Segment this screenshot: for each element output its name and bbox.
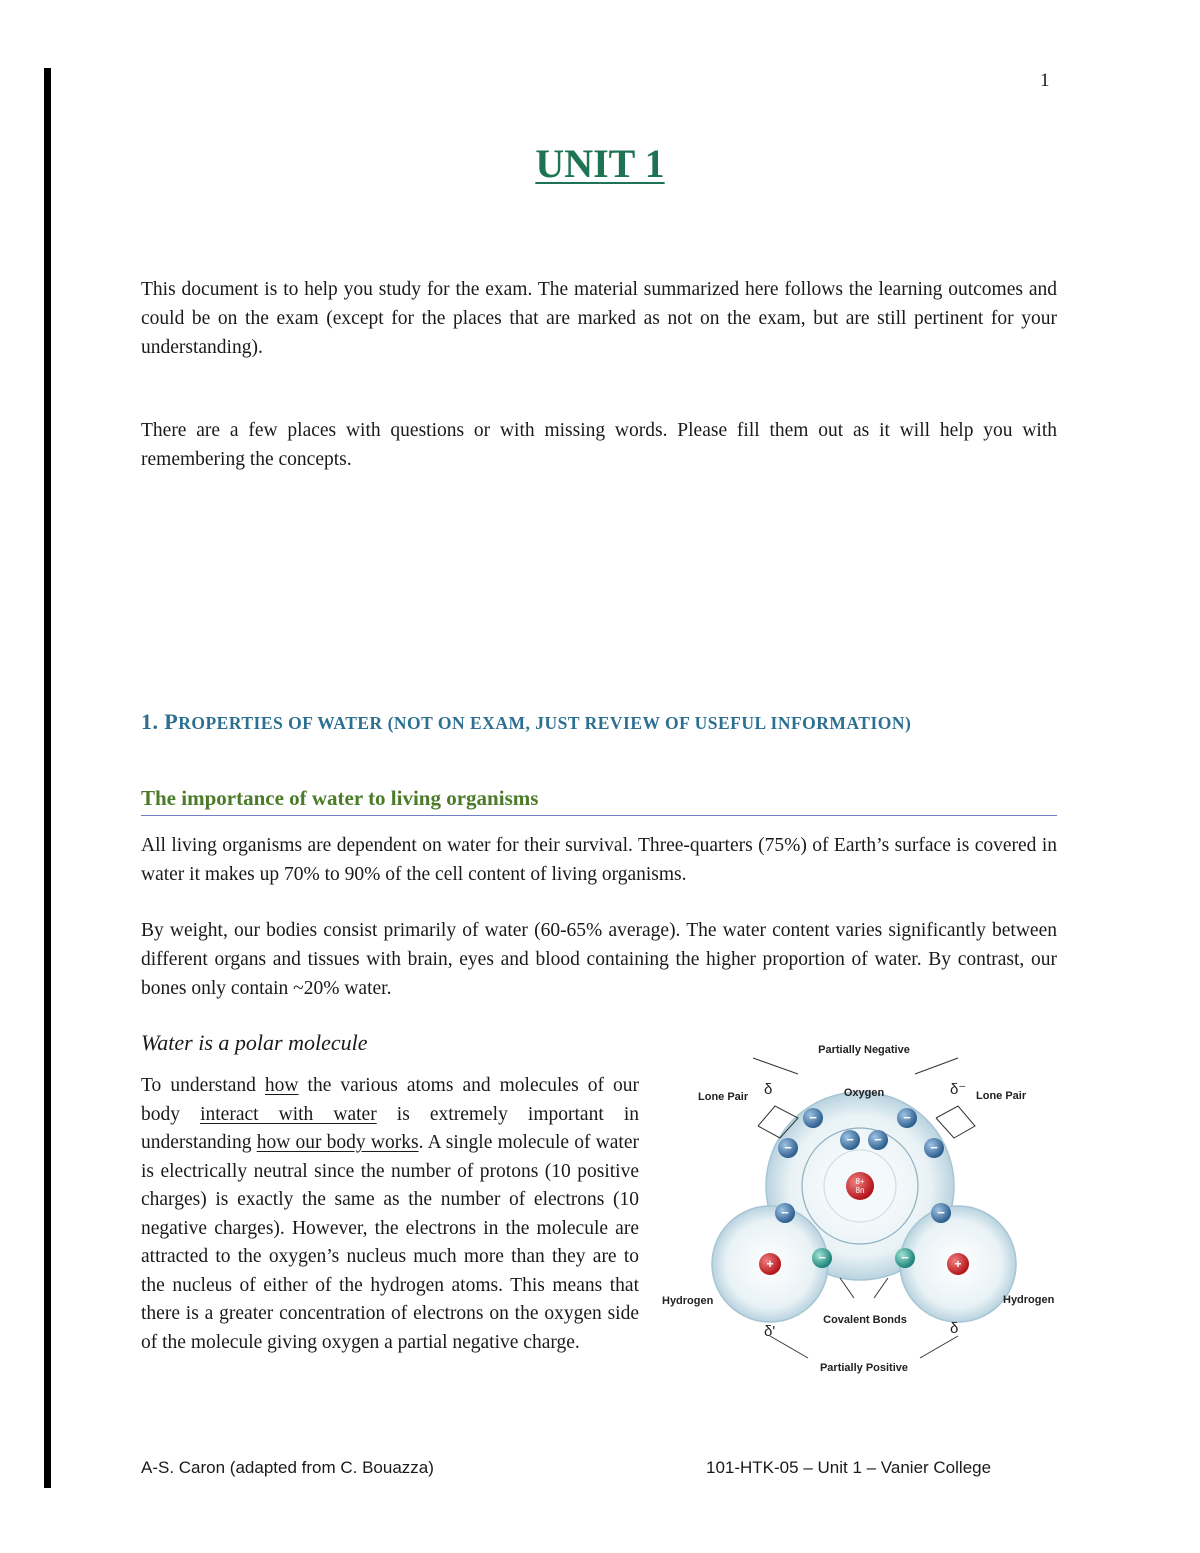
delta-left-top: δ [764,1081,773,1098]
page-number: 1 [1040,70,1050,91]
footer-author: A-S. Caron (adapted from C. Bouazza) [141,1458,434,1477]
section-heading [141,703,1057,742]
polar-text-3: is extremely important in understanding [141,1103,639,1153]
label-lone-pair-left: Lone Pair [698,1091,749,1103]
label-hydrogen-left: Hydrogen [662,1295,714,1307]
svg-text:−: − [903,1110,911,1125]
intro-paragraph-1: This document is to help you study for the exam. The material summarized here follows the learning outcomes and could be on the exam (except for the places that are marked as not on the exam, but are still pertinent for your understanding). [141,279,1057,358]
polar-text-4: . A single molecule of water is electrically neutral since the number of protons (10 positive charges) is exactly the same as the number of electrons (10 negative charges). However, the electrons in the molecule are attracted to the oxygen’s nucleus much more than they are to the nucleus of either of the hydrogen atoms. This means that there is a greater concentration of electrons on the oxygen side of the molecule giving oxygen a partial negative charge. [141,1132,639,1353]
subheading: The importance of water to living organisms [141,786,1057,816]
polar-text-2: the various atoms and molecules of our body [141,1075,639,1125]
svg-text:−: − [901,1250,909,1265]
delta-plus-left-bottom: δ' [764,1323,776,1340]
polar-heading: Water is a polar molecule [141,1030,368,1055]
delta-minus-right-top: δ⁻ [950,1081,967,1098]
polar-paragraph [141,1072,639,1357]
body-paragraph-1: All living organisms are dependent on water for their survival. Three-quarters (75%) of Earth’s surface is covered in water it makes up 70% to 90% of the cell content of living organisms. [141,835,1057,885]
svg-text:−: − [784,1140,792,1155]
polar-text-1: To understand [141,1075,265,1096]
section-number: 1. [141,709,159,734]
margin-bar [44,68,51,1488]
svg-text:−: − [818,1250,826,1265]
delta-right-bottom: δ [950,1320,959,1337]
svg-text:−: − [930,1140,938,1155]
svg-text:+: + [766,1257,774,1271]
label-covalent-bonds: Covalent Bonds [823,1314,907,1326]
label-oxygen: Oxygen [843,1087,885,1099]
section-heading-initial: P [164,709,179,734]
svg-text:−: − [781,1205,789,1220]
svg-text:−: − [809,1110,817,1125]
page-title: UNIT 1 [535,141,665,186]
footer-course: 101-HTK-05 – Unit 1 – Vanier College [706,1458,992,1477]
underline-interact: interact with water [200,1103,377,1125]
underline-body-works: how our body works [256,1132,419,1153]
underline-how: how [264,1075,299,1096]
label-hydrogen-right: Hydrogen [1003,1294,1055,1306]
svg-text:+: + [954,1257,962,1271]
body-paragraph-2: By weight, our bodies consist primarily of water (60-65% average). The water content varies significantly between different organs and tissues with brain, eyes and blood containing the higher proportion of water. By contrast, our bones only contain ~20% water. [141,920,1057,999]
label-partially-positive: Partially Positive [819,1362,909,1374]
svg-text:8n: 8n [855,1186,865,1195]
section-heading-text: ROPERTIES OF WATER (NOT ON EXAM, JUST REVIEW OF USEFUL INFORMATION) [178,713,912,733]
label-lone-pair-right: Lone Pair [976,1090,1027,1102]
svg-text:−: − [846,1132,854,1147]
svg-text:−: − [937,1205,945,1220]
intro-paragraph-2: There are a few places with questions or with missing words. Please fill them out as it will help you with remembering the concepts. [141,420,1057,470]
nucleus-label: 8+ [855,1177,865,1186]
svg-text:−: − [874,1132,882,1147]
label-partially-negative: Partially Negative [818,1044,910,1056]
water-molecule-diagram [658,1036,1074,1378]
